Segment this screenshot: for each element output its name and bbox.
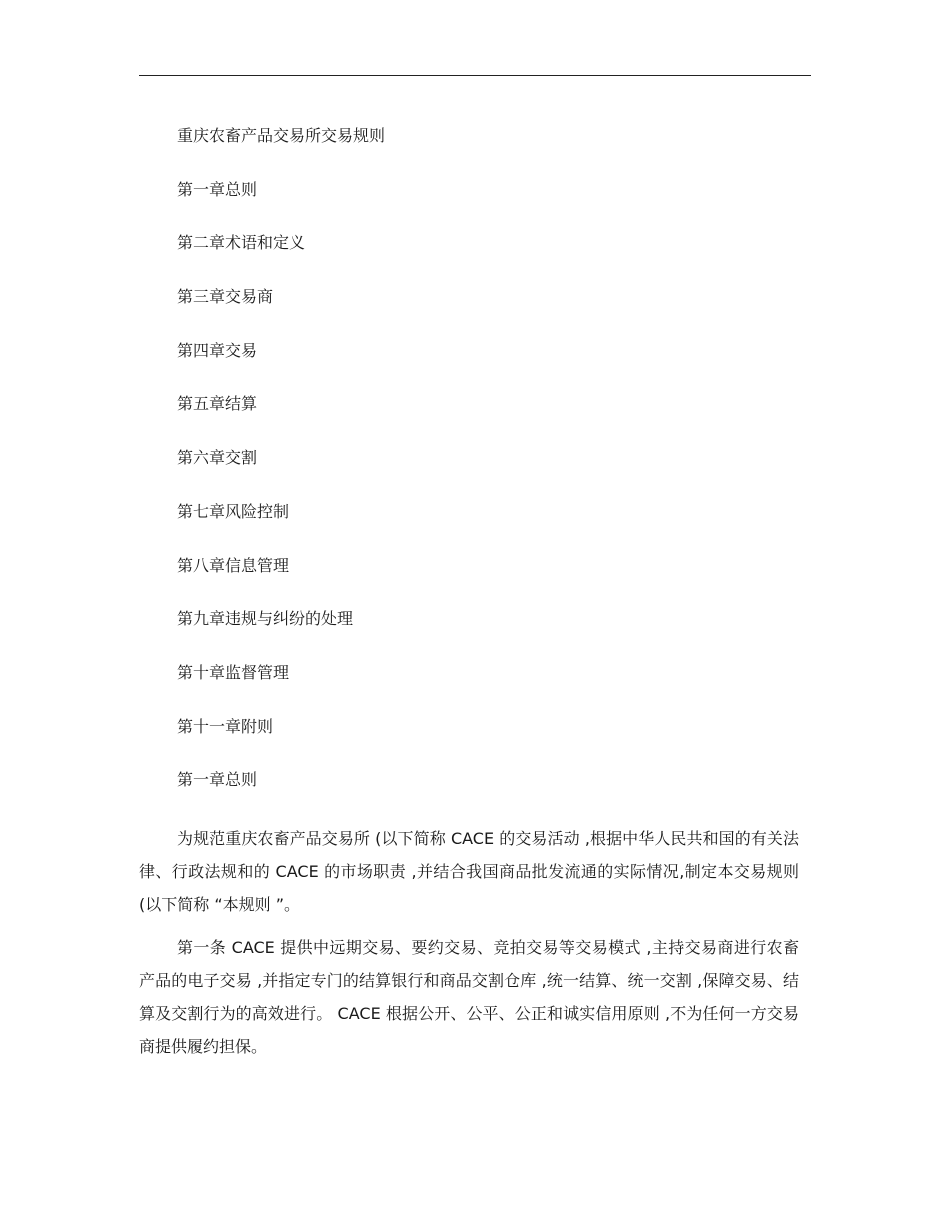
toc-item-chapter-1: 第一章总则 [177,179,258,199]
toc-item-chapter-10: 第十章监督管理 [177,662,290,682]
toc-item-chapter-4: 第四章交易 [177,340,258,360]
toc-item-chapter-3: 第三章交易商 [177,287,274,307]
toc-item-chapter-11: 第十一章附则 [177,716,274,736]
header-rule [139,75,811,76]
paragraph-preamble: 为规范重庆农畜产品交易所 (以下简称 CACE 的交易活动 ,根据中华人民共和国的有关法律、行政法规和的 CACE 的市场职责 ,并结合我国商品批发流通的实际情况,制定本交易规则 (以下简称 “本规则 ”。 [139,828,799,914]
toc-item-chapter-5: 第五章结算 [177,394,258,414]
toc-item-chapter-2: 第二章术语和定义 [177,233,306,253]
paragraph-article-1: 第一条 CACE 提供中远期交易、要约交易、竞拍交易等交易模式 ,主持交易商进行农畜产品的电子交易 ,并指定专门的结算银行和商品交割仓库 ,统一结算、统一交割 ,保障交易、结算及交割行为的高效进行。 CACE 根据公开、公平、公正和诚实信用原则 ,不为任何一方交易商提供履约担保。 [139,937,799,1056]
toc-item-chapter-9: 第九章违规与纠纷的处理 [177,609,354,629]
toc-item-chapter-6: 第六章交割 [177,448,258,468]
document-body [139,124,799,1063]
section-heading: 第一章总则 [177,770,258,790]
document-title: 重庆农畜产品交易所交易规则 [177,126,386,145]
toc-item-chapter-8: 第八章信息管理 [177,555,290,575]
toc-item-chapter-7: 第七章风险控制 [177,501,290,521]
